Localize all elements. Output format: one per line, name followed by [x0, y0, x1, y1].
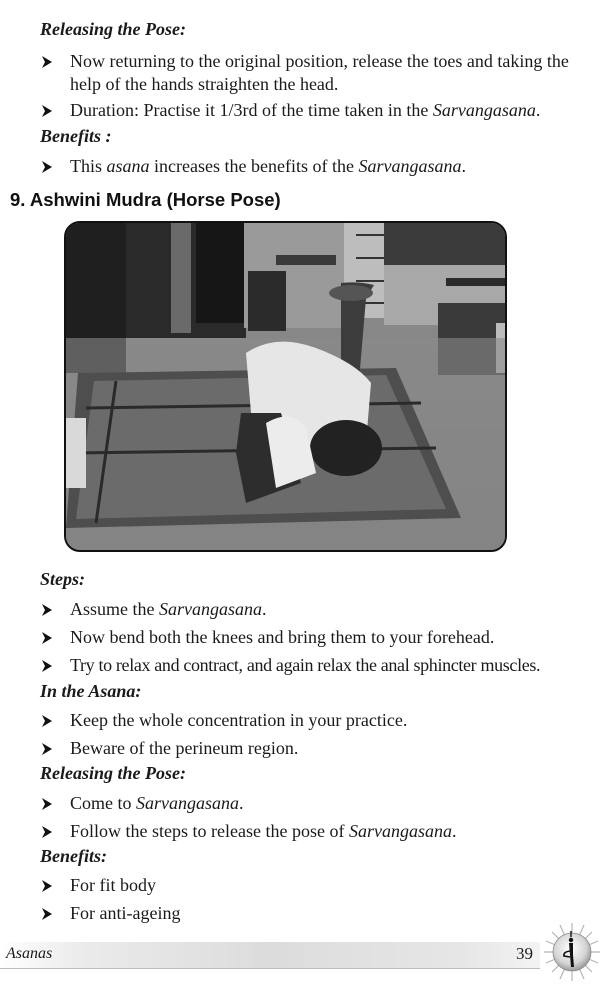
in-asana-heading: In the Asana: [40, 681, 142, 701]
bullet-arrow-icon [40, 792, 58, 815]
benefits-heading-prev: Benefits : [40, 126, 112, 146]
list-item: Try to relax and contract, and again relax the anal sphincter muscles. [40, 654, 596, 677]
section-title: 9. Ashwini Mudra (Horse Pose) [10, 189, 281, 210]
footer-chapter-label: Asanas [6, 945, 53, 962]
list-item: For fit body [40, 874, 570, 897]
bullet-arrow-icon [40, 99, 58, 122]
list-item: Assume the Sarvangasana. [40, 598, 570, 621]
yoga-sun-emblem-icon [540, 921, 600, 983]
list-item: Now returning to the original position, release the toes and taking the help of the hands straighten the head. [40, 50, 570, 96]
pose-photo [64, 221, 507, 552]
bullet-arrow-icon [40, 709, 58, 732]
list-item: Come to Sarvangasana. [40, 792, 570, 815]
horse-pose-photo-illustration [66, 223, 507, 552]
bullet-arrow-icon [40, 874, 58, 897]
bullet-arrow-icon [40, 598, 58, 621]
page-number: 39 [516, 944, 533, 963]
bullet-arrow-icon [40, 654, 58, 677]
bullet-arrow-icon [40, 820, 58, 843]
bullet-arrow-icon [40, 737, 58, 760]
steps-heading: Steps: [40, 569, 85, 589]
benefits-heading: Benefits: [40, 846, 107, 866]
list-item: Follow the steps to release the pose of Sarvangasana. [40, 820, 570, 843]
releasing-pose-heading: Releasing the Pose: [40, 763, 186, 783]
list-item: Beware of the perineum region. [40, 737, 570, 760]
list-item: Keep the whole concentration in your practice. [40, 709, 570, 732]
list-item: For anti-ageing [40, 902, 570, 925]
list-item: This asana increases the benefits of the Sarvangasana. [40, 155, 570, 178]
footer-band [0, 942, 540, 969]
bullet-arrow-icon [40, 155, 58, 178]
bullet-arrow-icon [40, 626, 58, 649]
list-item: Duration: Practise it 1/3rd of the time taken in the Sarvangasana. [40, 99, 570, 122]
bullet-arrow-icon [40, 50, 58, 73]
bullet-arrow-icon [40, 902, 58, 925]
list-item: Now bend both the knees and bring them to your forehead. [40, 626, 570, 649]
releasing-pose-heading-prev: Releasing the Pose: [40, 19, 186, 39]
